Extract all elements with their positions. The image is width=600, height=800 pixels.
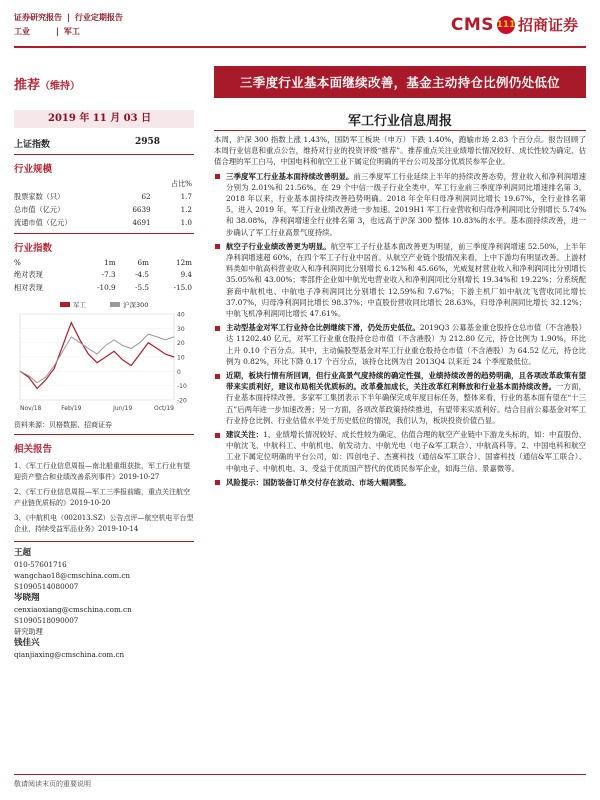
report-date: 2019 年 11 月 03 日 [14, 110, 194, 128]
perf-head: 6m [137, 257, 149, 267]
logo-cms-text: CMS [450, 14, 494, 35]
index-label: 上证指数 [14, 140, 51, 150]
list-item [214, 171, 586, 238]
list-item [214, 477, 586, 488]
perf-value: 9.4 [180, 270, 192, 279]
legend-swatch [60, 302, 70, 307]
scale-label: 股票家数（只） [14, 191, 65, 201]
list-item [214, 241, 586, 319]
perf-value: -15.0 [173, 283, 192, 292]
rating [14, 74, 80, 93]
scale-value: 4691 [132, 218, 151, 227]
index-value: 2958 [134, 137, 160, 147]
y-tick-label: 0 [177, 368, 181, 376]
scale-pct-head: 占比% [170, 178, 192, 188]
x-tick-label: Oct/19 [153, 405, 174, 412]
divider [14, 541, 194, 542]
scale-pct: 1.0 [180, 218, 192, 227]
bullet-text: 国防装备订单交付存在波动、市场大幅调整。 [262, 477, 411, 487]
table-row [14, 281, 194, 294]
y-tick-label: 10 [177, 354, 185, 362]
footer-divider [14, 774, 586, 775]
bullet-text: 2019Q3 公募基金重仓股持仓总市值（不含港股）达 11202.40 亿元，对军工行业重仓股持仓总市值（不含港股）为 212.80 亿元，持仓比例为 1.90%，环比上升 0.10 个百分点。其中，主动偏股型基金对军工行业重仓股持仓市值（不含港股）为 64.52 亿元，持仓比例为 0.82%，环比下降 0.17 个百分点，该持仓比例为自 2013Q4 以来近 24 个季度最低位。 [226, 323, 586, 366]
analyst-email[interactable]: wangchao18@cmschina.com.cn [14, 571, 131, 580]
perf-value: -4.5 [135, 270, 149, 279]
scale-label: 流通市值（亿元） [14, 217, 72, 227]
analyst-contact [14, 548, 194, 592]
index-chart [14, 296, 194, 416]
related-report[interactable]: 2、《军工行业信息周报—军工三季报前瞻，重点关注航空产业链优质标的》2019-10-20 [14, 488, 190, 507]
index-chart-svg [14, 296, 194, 416]
perf-head: % [14, 257, 21, 267]
bullet-text: 前三季度军工行业延续上半年的持续改善态势，营业收入和净利润增速分别为 2.01%和 21.56%。在 29 个中信一级子行业全类中，军工行业前三季度净利润同比增速排名第 3。2018 年以来，行业基本面持续改善趋势明确。2018 年全年归母净利润同比增长 19.67%，全行业排名第 5。进入 2019 年，军工行业业绩改善进一步加速。2019H1 军工行业营收和归母净利润同比分别增长 5.74%和 38.08%，净利润增速全行业排名第 3，也远高于沪深 300 整体 10.83%的水平。基本面持续改善，进一步确认了军工行业高景气度持续。 [226, 171, 586, 237]
scale-table [14, 177, 194, 229]
related-report[interactable]: 3、《中航机电（002013.SZ）公告点评—航空机电平台型企业，持续受益军品业务》2019-10-14 [14, 514, 194, 533]
headline-text: 三季度行业基本面继续改善，基金主动持仓比例仍处低位 [239, 75, 560, 90]
x-tick-label: Jun/19 [113, 405, 133, 412]
scale-value: 62 [141, 192, 151, 201]
perf-head: 12m [176, 257, 192, 267]
perf-head: 1m [104, 257, 116, 267]
legend-label: 军工 [73, 301, 86, 309]
report-title: 军工行业信息周报 [347, 114, 452, 129]
analyst-cert: S1090518090007 [14, 616, 79, 625]
scale-pct: 1.7 [180, 192, 192, 201]
x-tick-label: Feb/19 [61, 405, 82, 412]
rating-label: 推荐 [14, 78, 41, 93]
headline-banner [214, 66, 586, 98]
y-tick-label: -10 [177, 383, 187, 391]
table-row [14, 268, 194, 281]
cms-logo [451, 14, 578, 35]
scale-title: 行业规模 [14, 164, 53, 175]
analyst-email[interactable]: cenxiaoxiang@cmschina.com.cn [14, 605, 132, 614]
list-item [214, 429, 586, 474]
y-tick-label: 30 [177, 325, 185, 333]
analyst-phone: 010-57601716 [14, 560, 67, 569]
rating-qualifier: （维持） [40, 81, 81, 92]
index-row [14, 133, 194, 155]
footer-note: 敬请阅读末页的重要说明 [14, 780, 91, 788]
perf-value: -5.5 [135, 283, 149, 292]
tag-industry: 军工 [63, 26, 80, 36]
analyst-contact [14, 593, 194, 637]
table-row [14, 216, 194, 229]
perf-table [14, 256, 194, 294]
bullet-lead: 三季度军工行业基本面持续改善明显。 [226, 171, 354, 181]
bullet-lead: 近期，板块行情有所回调，但行业高景气度持续的确定性强，业绩持续改善的趋势明确，且各项改革政策有望带来实质利好，建议布局相关优质标的。改革叠加成长，关注改革红利释放和行业基本面持续改善。 [226, 371, 586, 392]
main-content [214, 134, 586, 491]
bullet-lead: 建议关注： [226, 430, 264, 440]
scale-pct: 1.2 [180, 205, 192, 214]
tag-research-report: 证券研究报告 [14, 12, 62, 22]
legend-swatch [110, 302, 120, 307]
y-tick-label: 40 [177, 311, 185, 319]
divider [14, 434, 194, 435]
table-header [14, 256, 194, 268]
bullet-lead: 风险提示： [226, 477, 263, 487]
analyst-contact [14, 638, 194, 660]
tag-sector: 工业 [14, 26, 30, 36]
analyst-cert: S1090514080007 [14, 582, 79, 591]
bullet-text: 1、业绩增长情况较好、成长性较为确定、估值合理的航空产业链中下游龙头标的，如：中直股份、中航沈飞、中航科工、中航机电、航发动力、中航光电（电子&军工联合）、中航高科等。2、中国电科和航空工业下属定位明确的平台公司，如：四创电子、杰赛科技（通信&军工联合）、国睿科技（通信&军工联合）、中航电子、中航机电。3、受益于优质国产替代的优质民参军企业，如海兰信、景嘉微等。 [226, 430, 586, 473]
perf-value: -10.9 [97, 283, 116, 292]
analyst-role: 研究助理 [14, 627, 43, 636]
list-item [214, 322, 586, 367]
header-divider [14, 46, 586, 48]
analyst-name: 钱佳兴 [14, 638, 40, 648]
title-divider [214, 130, 586, 131]
bullet-list [214, 171, 586, 488]
chart-source: 资料来源：贝格数据、招商证券 [14, 421, 112, 429]
bullet-text: 航空军工子行业基本面改善更为明显，前三季度净利润增速 52.50%，上半年净利润增速超 60%，在四个军工子行业中居首。从航空产业链个股情况来看，上中下游均有明显改善。上游材料类如中航高科营业收入和净利润同比分别增长 6.12%和 45.66%，光威复材营业收入和净利润同比分别增长 35.05%和 43.00%；零部件企业如中航光电营业收入和净利润同比分别增长 19.34%和 19.22%；分系统配套商中航机电、中航电子净利润同比分别增长 12.59%和 7.67%；下游主机厂如中航沈飞营收同比增长 37.07%，归母净利润同比增长 98.37%；中直股份营收同比增长 28.63%，归母净利润同比增长 32.12%；中航飞机净利润同比增长 47.61%。 [226, 241, 586, 319]
sidebar [14, 133, 194, 660]
series-line-benchmark [20, 334, 174, 383]
bullet-lead: 主动型基金对军工行业持仓比例继续下滑，仍处历史低位。 [226, 323, 420, 333]
bullet-lead: 航空子行业业绩改善更为明显。 [226, 241, 331, 251]
perf-value: -7.3 [101, 270, 116, 279]
list-item [214, 370, 586, 426]
intro-paragraph: 本周，沪深 300 指数上涨 1.43%，国防军工板块（申万）下跌 1.40%，跑输市场 2.83 个百分点。报告回顾了本周行业信息和重点公告，维持对行业的投资评级“推荐”。推荐重点关注业绩增长情况较好、成长性较为确定、估值合理的军工白马，中国电科和航空工业下属定位明确的平台公司及部分优质民参军企业。 [214, 135, 586, 167]
perf-label: 绝对表现 [14, 269, 43, 279]
y-tick-label: -20 [177, 397, 187, 405]
x-tick-label: Nov/18 [20, 405, 42, 412]
analyst-email[interactable]: qianjiaxing@cmschina.com.cn [14, 650, 125, 659]
perf-title: 行业指数 [14, 243, 53, 254]
tag-periodic-report: 行业定期报告 [74, 12, 123, 22]
scale-value: 6639 [132, 205, 151, 214]
logo-cn-text: 招商证券 [517, 16, 578, 34]
perf-label: 相对表现 [14, 282, 43, 292]
scale-label: 总市值（亿元） [14, 204, 65, 214]
report-tags: 证券研究报告 | 行业定期报告 工业 | 军工 [14, 12, 123, 36]
table-row [14, 203, 194, 216]
table-row [14, 190, 194, 203]
related-title: 相关报告 [14, 444, 53, 455]
logo-mark-icon: 111 [497, 16, 515, 34]
divider [14, 233, 194, 234]
analyst-name: 王超 [14, 548, 32, 558]
legend-label: 沪深300 [123, 301, 149, 309]
related-report[interactable]: 1、《军工行业信息周报—南北船重组获批，军工行业有望迎资产整合和业绩改善系列事件》2019-10-27 [14, 462, 190, 481]
y-tick-label: 20 [177, 340, 185, 348]
bullet-text: 一方面，行业基本面持续改善。多家军工集团表示下半年确保完成年度目标任务，整体来看，行业的基本面有望在“十三五”后两年进一步加速改善；另一方面，各项改革政策持续推进，有望带来实质利好。结合目前公募基金对军工行业持仓比例、行业估值水平处于历史低位的情况，我们认为，板块投资价值凸显。 [226, 382, 586, 425]
analyst-name: 岑晓翔 [14, 593, 40, 603]
